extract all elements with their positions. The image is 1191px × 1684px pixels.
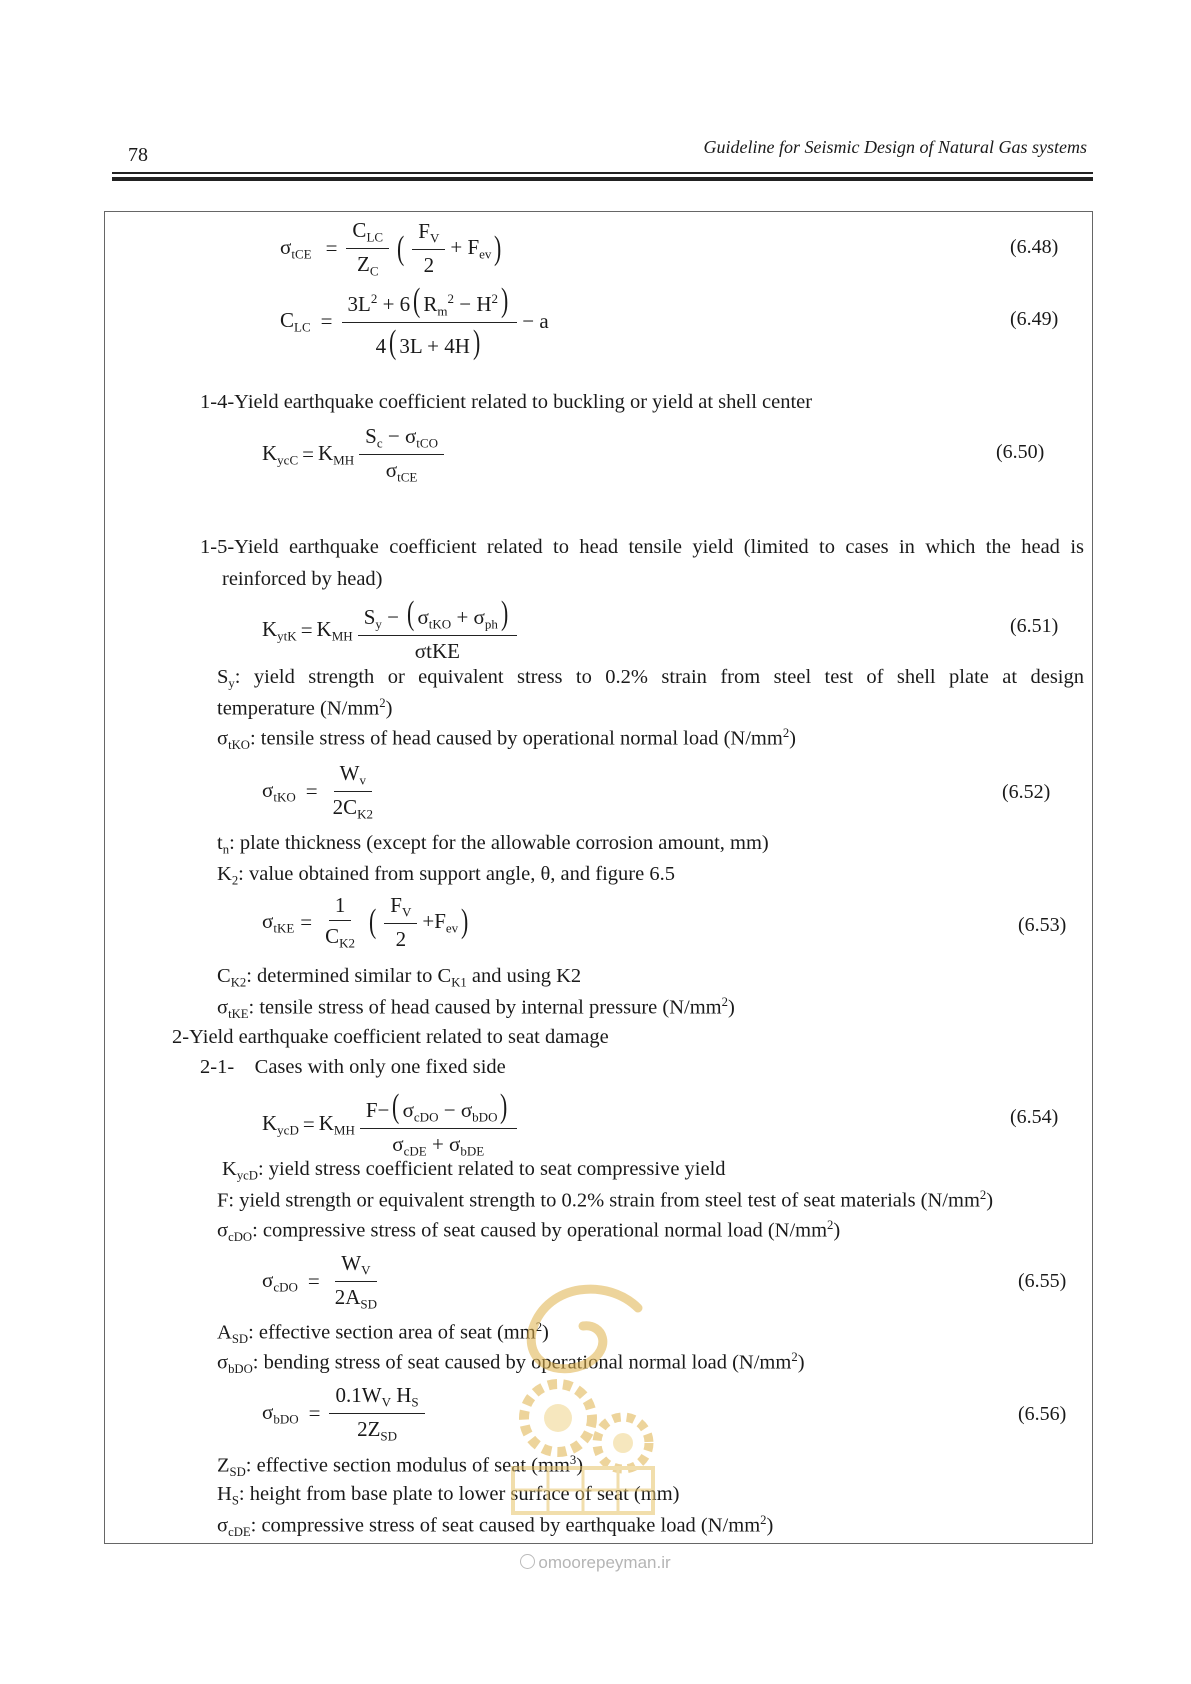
subscript: K1 <box>451 975 467 990</box>
footer-watermark <box>0 1553 1191 1573</box>
equation-6-54: $K_{ycD}$ = $K_{MH}$ $\frac{F-( \sigma_{cDO} - \sigma_{bDO})}{\sigma_{cDE} + \sigma_{bDE}}$ <box>262 1090 522 1159</box>
close-paren: ) <box>766 1514 774 1537</box>
subscript: bDO <box>228 1362 253 1377</box>
def-sy-line2 <box>217 696 392 721</box>
superscript: 2 <box>379 696 386 710</box>
subscript: n <box>222 842 230 857</box>
def-text: : value obtained from support angle, θ, and figure 6.5 <box>238 863 675 885</box>
superscript: 2 <box>535 1320 543 1334</box>
subscript: SD <box>229 1465 246 1480</box>
eq-number-6-56: (6.56) <box>1018 1403 1067 1425</box>
close-paren: ) <box>576 1454 584 1477</box>
close-paren: ) <box>797 1351 805 1374</box>
close-paren: ) <box>385 697 393 720</box>
superscript: 2 <box>721 995 728 1009</box>
subscript: 2 <box>231 873 239 888</box>
subscript: K2 <box>230 975 247 990</box>
def-sy-line1 <box>217 666 1084 691</box>
superscript: 2 <box>791 1350 798 1364</box>
heading-2: 2-Yield earthquake coefficient related to seat damage <box>172 1026 609 1048</box>
def-zsd-symbol: Z <box>217 1454 230 1477</box>
superscript: 2 <box>979 1188 987 1202</box>
def-text: : yield stress coefficient related to seat compressive yield <box>257 1158 726 1180</box>
def-sigma-tke: $\sigma_{tKE}$: tensile stress of head caused by internal pressure $(N/mm^2)$ <box>217 995 735 1022</box>
equation-6-50: $K_{ycC}$ = $K_{MH}$ $\frac{S_c - \sigma_{tCO}}{\sigma_{tCE}}$ <box>262 424 449 485</box>
def-text: : determined similar to C <box>246 965 452 987</box>
eq-number-6-52: (6.52) <box>1002 781 1051 803</box>
equation-6-56: $\sigma_{bDO}$ = $\frac{0.1W_V H_S}{2Z_{SD}}$ <box>262 1383 430 1444</box>
def-sy-text-cont: temperature (N/mm <box>217 697 380 720</box>
def-f <box>217 1188 993 1213</box>
subscript: cDO <box>228 1230 253 1245</box>
def-text: : tensile stress of head caused by operational normal load (N/mm <box>249 727 783 750</box>
def-text: : height from base plate to lower surface of seat (mm) <box>238 1483 680 1505</box>
subscript: tKO <box>228 738 250 753</box>
close-paren: ) <box>542 1321 549 1344</box>
close-paren: ) <box>833 1219 841 1242</box>
def-sigma-tko: $\sigma_{tKO}$: tensile stress of head caused by operational normal load $(N/mm^2)$ <box>217 726 796 753</box>
def-tn <box>217 832 769 857</box>
eq-number-6-51: (6.51) <box>1010 615 1059 637</box>
header-rule-thin <box>112 172 1093 174</box>
equation-6-49: $C_{LC}$ = $\frac{3L^2 + 6( R_m^2 - H^2)}{4( 3L + 4H)}$ − a <box>280 282 549 361</box>
def-sigma-cde: $\sigma_{cDE}$: compressive stress of seat caused by earthquake load $(N/mm^2)$ <box>217 1513 774 1540</box>
def-sigma-cdo: $\sigma_{cDO}$: compressive stress of seat caused by operational normal load $(N/mm^2)$ <box>217 1218 841 1245</box>
close-paren: ) <box>986 1189 994 1212</box>
def-kycd-symbol: K <box>222 1158 237 1180</box>
def-ck2 <box>217 965 581 990</box>
def-text: : effective section modulus of seat (mm <box>245 1454 570 1477</box>
subscript: tKE <box>228 1007 249 1022</box>
def-k2-symbol: K <box>217 863 232 885</box>
equation-6-55: $\sigma_{cDO}$ = $\frac{W_V}{2A_{SD}}$ <box>262 1251 378 1312</box>
heading-1-5-cont: reinforced by head) <box>222 568 383 590</box>
heading-1-5: 1-5-Yield earthquake coefficient related to head tensile yield (limited to cases in which the head is <box>200 536 1084 558</box>
subscript: cDE <box>228 1525 251 1540</box>
watermark-seal-icon <box>488 1268 678 1528</box>
superscript: 2 <box>760 1513 767 1527</box>
running-header-title: Guideline for Seismic Design of Natural Gas systems <box>703 137 1087 157</box>
subscript: S <box>231 1493 239 1508</box>
eq-number-6-50: (6.50) <box>996 441 1045 463</box>
def-kycd <box>222 1158 726 1183</box>
eq-number-6-53: (6.53) <box>1018 914 1067 936</box>
heading-2-1: 2-1- Cases with only one fixed side <box>200 1056 506 1078</box>
page-number: 78 <box>128 144 148 166</box>
equation-6-48: $\sigma_{tCE}$ = $\frac{C_{LC}}{Z_C}$ ( $\frac{F_V}{2}$ + $F_{ev}$ ) <box>280 218 502 279</box>
def-asd-symbol: A <box>217 1321 232 1344</box>
def-text: : effective section area of seat (mm <box>248 1321 536 1344</box>
subscript: SD <box>231 1332 249 1347</box>
superscript: 2 <box>827 1218 834 1232</box>
eq-number-6-48: (6.48) <box>1010 236 1059 258</box>
def-text: F: yield strength or equivalent strength to 0.2% strain from steel test of seat materials (N/mm <box>217 1189 980 1212</box>
def-sigma-bdo: $\sigma_{bDO}$: bending stress of seat caused by operational normal load $(N/mm^2)$ <box>217 1350 805 1377</box>
heading-1-4: 1-4-Yield earthquake coefficient related to buckling or yield at shell center <box>200 391 813 413</box>
def-text: : plate thickness (except for the allowable corrosion amount, mm) <box>229 832 769 854</box>
def-text: and using K2 <box>466 965 582 987</box>
def-ck2-symbol: C <box>217 965 231 987</box>
equation-6-53: $\sigma_{tKE}$ = $\frac{1}{C_{K2}}$ ( $\frac{F_V}{2}$ $+F_{ev}$ ) <box>262 893 469 951</box>
def-tn-symbol: t <box>217 832 223 854</box>
def-sy-text: : yield strength or equivalent stress to 0.2% strain from steel test of shell plate at design <box>234 666 1084 688</box>
def-sy-symbol: S <box>217 666 229 688</box>
def-text: : bending stress of seat caused by operational normal load (N/mm <box>252 1351 792 1374</box>
equation-6-51: $K_{ytK}$ = $K_{MH}$ $\frac{S_y - ( \sigma_{tKO} + \sigma_{ph})}{\text{σtKE}}$ <box>262 597 522 664</box>
watermark-url: omoorepeyman.ir <box>538 1553 671 1572</box>
eq-number-6-54: (6.54) <box>1010 1106 1059 1128</box>
close-paren: ) <box>789 727 796 750</box>
def-text: : tensile stress of head caused by internal pressure (N/mm <box>248 996 722 1019</box>
eq-number-6-55: (6.55) <box>1018 1270 1067 1292</box>
superscript: 3 <box>569 1453 577 1467</box>
close-paren: ) <box>727 996 735 1019</box>
equation-6-52: $\sigma_{tKO}$ = $\frac{W_v}{2C_{K2}}$ <box>262 761 374 822</box>
header-rule-thick <box>112 177 1093 181</box>
superscript: 2 <box>782 726 790 740</box>
subscript: ycD <box>236 1168 258 1183</box>
def-hs-symbol: H <box>217 1483 232 1505</box>
def-sy-subscript: y <box>228 676 235 691</box>
def-text: : compressive stress of seat caused by earthquake load (N/mm <box>250 1514 761 1537</box>
def-k2 <box>217 863 675 888</box>
eq-number-6-49: (6.49) <box>1010 308 1059 330</box>
globe-icon <box>520 1554 535 1569</box>
def-text: : compressive stress of seat caused by operational normal load (N/mm <box>252 1219 828 1242</box>
